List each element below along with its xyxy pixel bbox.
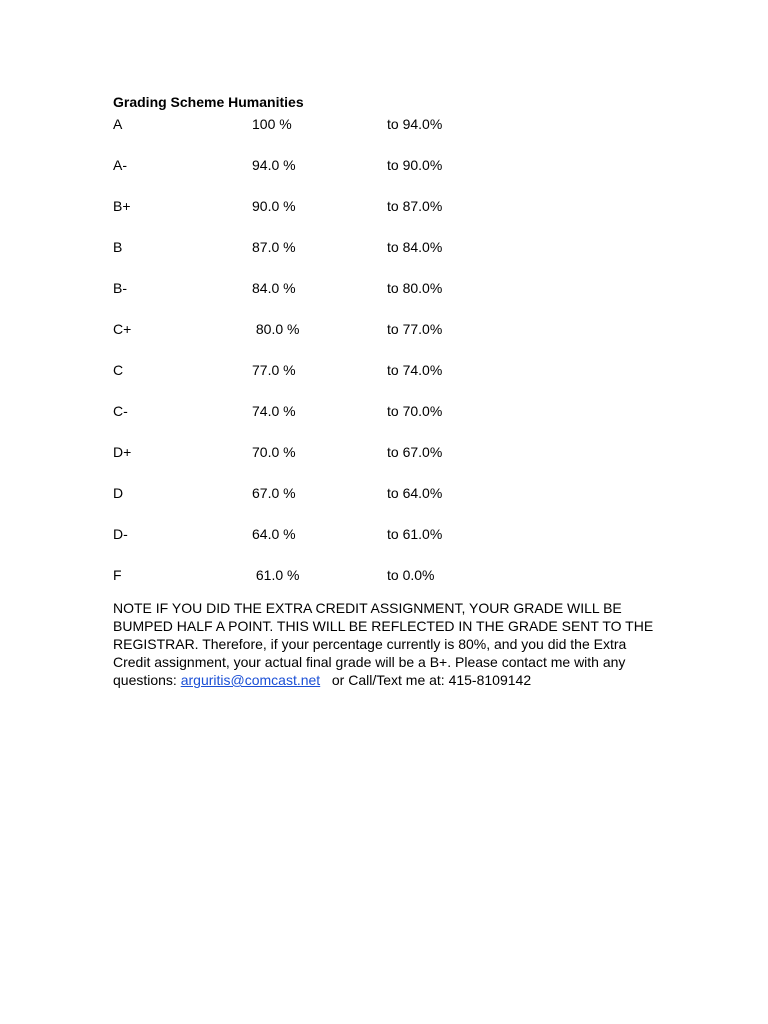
- grade-lower-bound: to 0.0%: [387, 567, 435, 583]
- grade-upper-bound: 67.0 %: [252, 485, 296, 501]
- grade-letter: C-: [113, 403, 128, 419]
- grade-row: [113, 443, 673, 484]
- grade-lower-bound: to 94.0%: [387, 116, 443, 132]
- grade-letter: A: [113, 116, 123, 132]
- grade-letter: B-: [113, 280, 127, 296]
- grade-lower-bound: to 87.0%: [387, 198, 443, 214]
- grade-letter: C: [113, 362, 124, 378]
- grade-row: [113, 156, 673, 197]
- grade-lower-bound: to 61.0%: [387, 526, 443, 542]
- grade-lower-bound: to 84.0%: [387, 239, 443, 255]
- document-page: [113, 93, 673, 703]
- grade-row: [113, 402, 673, 443]
- grade-upper-bound: 84.0 %: [252, 280, 296, 296]
- grade-upper-bound: 70.0 %: [252, 444, 296, 460]
- grade-row: [113, 197, 673, 238]
- note-text: NOTE IF YOU DID THE EXTRA CREDIT ASSIGNMENT, YOUR GRADE WILL BE BUMPED HALF A POINT. THIS WILL BE REFLECTED IN THE GRADE SENT TO THE REGISTRAR. Therefore, if your percentage currently is 80%, and you did the Extra Credit assignment, your actual final grade will be a B+. Please contact me with any questions:: [113, 600, 654, 688]
- grade-letter: A-: [113, 157, 127, 173]
- email-link[interactable]: arguritis@comcast.net: [180, 672, 321, 688]
- grade-letter: B: [113, 239, 123, 255]
- grade-upper-bound: 87.0 %: [252, 239, 296, 255]
- note-contact-text: or Call/Text me at: 415-8109142: [320, 672, 532, 688]
- grade-row: [113, 238, 673, 279]
- document-title: Grading Scheme Humanities: [113, 94, 304, 110]
- grade-lower-bound: to 80.0%: [387, 280, 443, 296]
- grade-upper-bound: 100 %: [252, 116, 292, 132]
- extra-credit-note: [113, 599, 658, 689]
- grade-letter: D+: [113, 444, 132, 460]
- grade-row: [113, 115, 673, 156]
- grade-upper-bound: 90.0 %: [252, 198, 296, 214]
- grade-lower-bound: to 77.0%: [387, 321, 443, 337]
- grade-upper-bound: 61.0 %: [252, 567, 300, 583]
- grade-upper-bound: 94.0 %: [252, 157, 296, 173]
- grade-upper-bound: 77.0 %: [252, 362, 296, 378]
- grade-letter: D-: [113, 526, 128, 542]
- grade-lower-bound: to 67.0%: [387, 444, 443, 460]
- grade-lower-bound: to 90.0%: [387, 157, 443, 173]
- grade-row: [113, 566, 673, 607]
- grade-table: [113, 115, 673, 607]
- grade-upper-bound: 80.0 %: [252, 321, 300, 337]
- grade-letter: D: [113, 485, 124, 501]
- grade-row: [113, 484, 673, 525]
- grade-row: [113, 320, 673, 361]
- grade-letter: F: [113, 567, 122, 583]
- grade-upper-bound: 74.0 %: [252, 403, 296, 419]
- grade-lower-bound: to 74.0%: [387, 362, 443, 378]
- grade-letter: B+: [113, 198, 131, 214]
- grade-lower-bound: to 70.0%: [387, 403, 443, 419]
- grade-letter: C+: [113, 321, 132, 337]
- grade-row: [113, 361, 673, 402]
- grade-row: [113, 279, 673, 320]
- grade-lower-bound: to 64.0%: [387, 485, 443, 501]
- grade-row: [113, 525, 673, 566]
- grade-upper-bound: 64.0 %: [252, 526, 296, 542]
